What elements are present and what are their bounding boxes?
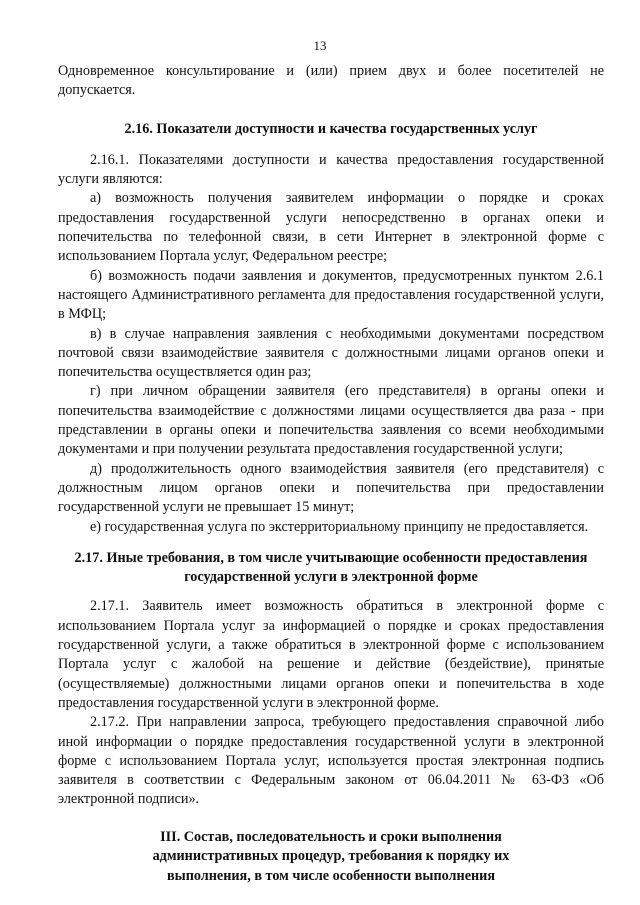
section-2-16-heading: 2.16. Показатели доступности и качества государственных услуг [124, 120, 538, 137]
list-item-v: в) в случае направления заявления с необходимыми документами посредством почтовой связи взаимодействие заявителя с должностными лицами органов опеки и попечительства осуществляется один раз; [58, 325, 604, 381]
section-3-heading-line-2: административных процедур, требования к порядку их [152, 848, 510, 865]
section-3-heading-line-3: выполнения, в том числе особенности выполнения [166, 867, 496, 884]
paragraph-2-17-2: 2.17.2. При направлении запроса, требующего предоставления справочной либо иной информации о порядке предоставления государственной услуги в электронной форме с использованием Портала услуг, используется простая электронная подпись заявителя в соответствии с Федеральным законом от 06.04.2011 № 63-ФЗ «Об электронной подписи». [58, 714, 604, 808]
paragraph-2-17-1: 2.17.1. Заявитель имеет возможность обратиться в электронной форме с использованием Портала услуг за информацией о порядке и сроках предоставления государственной услуги, а также обратиться в электронной форме с использованием Портала услуг с жалобой на решение и действие (бездействие), принятые (осуществляемые) должностными лицами органов опеки и попечительства в ходе предоставления государственной услуги в электронной форме. [58, 598, 604, 711]
page-number: 13 [313, 38, 327, 53]
list-item-g: г) при личном обращении заявителя (его представителя) в органы опеки и попечительства взаимодействие с должностями лицами осуществляется два раза - при представлении в органы опеки и попечительства заявления со всеми необходимыми документами и при получении результата предоставления государственной услуги; [58, 383, 604, 458]
list-item-d: д) продолжительность одного взаимодействия заявителя (его представителя) с должностным лицом органов опеки и попечительства при предоставлении государственной услуги не превышает 15 минут; [58, 460, 604, 516]
section-3-heading-line-1: III. Состав, последовательность и сроки выполнения [160, 828, 502, 845]
section-2-17-heading: 2.17. Иные требования, в том числе учитывающие особенности предоставления государственной услуги в электронной форме [74, 549, 588, 586]
list-item-e: е) государственная услуга по экстерриториальному принципу не предоставляется. [90, 518, 589, 535]
paragraph-2-16-1: 2.16.1. Показателями доступности и качества предоставления государственной услуги являются: [58, 151, 604, 188]
section-3-heading [58, 828, 604, 887]
list-item-b: б) возможность подачи заявления и документов, предусмотренных пунктом 2.6.1 настоящего Административного регламента для предоставления государственной услуги, в МФЦ; [58, 267, 604, 323]
list-item-a: а) возможность получения заявителем информации о порядке и сроках предоставления государственной услуги непосредственно в органах опеки и попечительства по телефонной связи, в сети Интернет в электронной форме с использованием Портала услуг, Федеральном реестре; [58, 190, 604, 265]
page-content [58, 62, 604, 886]
intro-paragraph: Одновременное консультирование и (или) прием двух и более посетителей не допускается. [58, 63, 604, 99]
